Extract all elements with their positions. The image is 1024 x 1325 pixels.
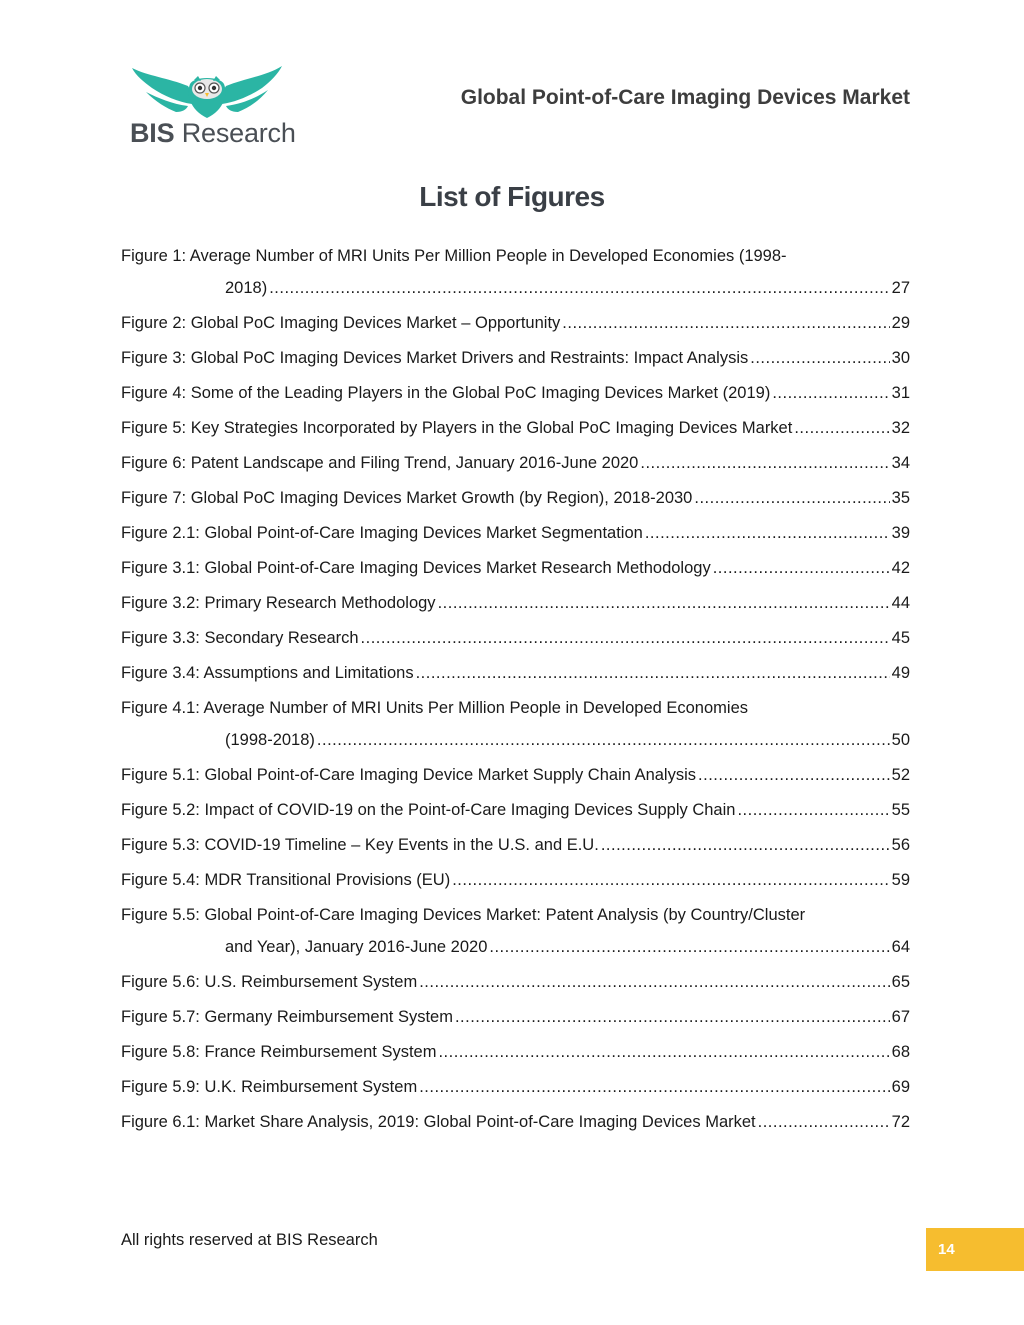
toc-entry-page: 65 <box>891 973 910 991</box>
dot-leader <box>361 628 890 649</box>
dot-leader <box>772 383 889 404</box>
toc-entry-row <box>121 348 910 369</box>
dot-leader <box>489 937 889 958</box>
toc-entry-title: Figure 5.1: Global Point-of-Care Imaging Device Market Supply Chain Analysis <box>121 766 697 784</box>
toc-entry-row <box>121 972 910 993</box>
toc-entry-page: 39 <box>891 524 910 542</box>
page-number-badge <box>926 1228 1024 1271</box>
toc-entry-row <box>121 628 910 649</box>
dot-leader <box>794 418 889 439</box>
toc-entry-page: 31 <box>891 384 910 402</box>
toc-entry-page: 50 <box>891 731 910 749</box>
toc-entry-title: Figure 2.1: Global Point-of-Care Imaging Devices Market Segmentation <box>121 524 643 542</box>
toc-entry-page: 29 <box>891 314 910 332</box>
toc-entry-page: 55 <box>891 801 910 819</box>
toc-entry[interactable] <box>121 698 910 751</box>
toc-entry-page: 35 <box>891 489 910 507</box>
toc-entry[interactable] <box>121 835 910 856</box>
toc-entry-title: Figure 3: Global PoC Imaging Devices Market Drivers and Restraints: Impact Analysis <box>121 349 749 367</box>
toc-entry[interactable] <box>121 348 910 369</box>
toc-entry-row <box>121 313 910 334</box>
dot-leader <box>694 488 889 509</box>
toc-entry-title: Figure 6.1: Market Share Analysis, 2019: Global Point-of-Care Imaging Devices Market <box>121 1113 756 1131</box>
toc-entry-row <box>121 730 910 751</box>
toc-entry-title: (1998-2018) <box>225 731 315 749</box>
toc-entry[interactable] <box>121 1112 910 1133</box>
footer-rights: All rights reserved at BIS Research <box>121 1231 378 1249</box>
toc-entry[interactable] <box>121 765 910 786</box>
logo-wordmark-light: Research <box>174 118 296 148</box>
toc-entry-title-line: Figure 5.5: Global Point-of-Care Imaging Devices Market: Patent Analysis (by Country/Cluster <box>121 906 806 924</box>
dot-leader <box>713 558 890 579</box>
toc-entry-title: 2018) <box>225 279 268 297</box>
owl-logo-icon <box>128 62 286 122</box>
toc-entry-row <box>121 937 910 958</box>
toc-entry[interactable] <box>121 488 910 509</box>
toc-entry[interactable] <box>121 663 910 684</box>
toc-entry[interactable] <box>121 800 910 821</box>
toc-entry[interactable] <box>121 246 910 299</box>
toc-entry-title: Figure 5: Key Strategies Incorporated by Players in the Global PoC Imaging Devices Market <box>121 419 793 437</box>
toc-entry-page: 64 <box>891 938 910 956</box>
toc-entry-title: Figure 5.2: Impact of COVID-19 on the Point-of-Care Imaging Devices Supply Chain <box>121 801 736 819</box>
toc-entry-page: 30 <box>891 349 910 367</box>
toc-entry-title: Figure 3.1: Global Point-of-Care Imaging Devices Market Research Methodology <box>121 559 711 577</box>
toc-entry-page: 59 <box>891 871 910 889</box>
toc-entry[interactable] <box>121 558 910 579</box>
toc-entry-row <box>121 558 910 579</box>
toc-entry-title: Figure 5.7: Germany Reimbursement System <box>121 1008 453 1026</box>
toc-entry[interactable] <box>121 383 910 404</box>
dot-leader <box>269 278 889 299</box>
toc-entry-page: 69 <box>891 1078 910 1096</box>
toc-entry[interactable] <box>121 972 910 993</box>
toc-entry-row <box>121 1007 910 1028</box>
dot-leader <box>317 730 890 751</box>
dot-leader <box>419 1077 889 1098</box>
toc-entry[interactable] <box>121 628 910 649</box>
bis-research-logo <box>128 62 296 152</box>
toc-entry-title: Figure 3.3: Secondary Research <box>121 629 359 647</box>
toc-entry-row <box>121 523 910 544</box>
toc-entry[interactable] <box>121 1007 910 1028</box>
toc-entry[interactable] <box>121 313 910 334</box>
toc-entry-row <box>121 488 910 509</box>
toc-entry-title: Figure 3.4: Assumptions and Limitations <box>121 664 414 682</box>
toc-entry-title: and Year), January 2016-June 2020 <box>225 938 488 956</box>
toc-entry-page: 52 <box>891 766 910 784</box>
toc-entry-title: Figure 5.3: COVID-19 Timeline – Key Events in the U.S. and E.U. <box>121 836 599 854</box>
toc-entry-title: Figure 5.9: U.K. Reimbursement System <box>121 1078 418 1096</box>
toc-entry-row <box>121 1077 910 1098</box>
page-title: List of Figures <box>419 181 605 212</box>
toc-entry-page: 68 <box>891 1043 910 1061</box>
toc-entry[interactable] <box>121 1042 910 1063</box>
dot-leader <box>601 835 890 856</box>
toc-entry-row <box>121 593 910 614</box>
toc-entry-title: Figure 5.8: France Reimbursement System <box>121 1043 437 1061</box>
dot-leader <box>698 765 890 786</box>
toc-entry-page: 56 <box>891 836 910 854</box>
toc-entry-title-line: Figure 1: Average Number of MRI Units Per Million People in Developed Economies (1998- <box>121 247 787 265</box>
toc-entry-page: 42 <box>891 559 910 577</box>
toc-entry-row <box>121 418 910 439</box>
toc-entry[interactable] <box>121 905 910 958</box>
toc-entry-title: Figure 2: Global PoC Imaging Devices Market – Opportunity <box>121 314 561 332</box>
toc-entry[interactable] <box>121 523 910 544</box>
toc-entry-row <box>121 870 910 891</box>
toc-entry-row <box>121 453 910 474</box>
toc-entry-row <box>121 835 910 856</box>
toc-entry-title: Figure 7: Global PoC Imaging Devices Market Growth (by Region), 2018-2030 <box>121 489 693 507</box>
toc-entry[interactable] <box>121 1077 910 1098</box>
document-title: Global Point-of-Care Imaging Devices Market <box>460 86 910 109</box>
toc-entry-title: Figure 5.6: U.S. Reimbursement System <box>121 973 418 991</box>
dot-leader <box>452 870 889 891</box>
toc-entry-title-line: Figure 4.1: Average Number of MRI Units Per Million People in Developed Economies <box>121 699 748 717</box>
toc-entry-title: Figure 3.2: Primary Research Methodology <box>121 594 436 612</box>
toc-entry-page: 44 <box>891 594 910 612</box>
toc-entry-row <box>121 278 910 299</box>
toc-entry-title: Figure 6: Patent Landscape and Filing Trend, January 2016-June 2020 <box>121 454 639 472</box>
toc-entry[interactable] <box>121 593 910 614</box>
toc-entry-title: Figure 5.4: MDR Transitional Provisions (EU) <box>121 871 451 889</box>
dot-leader <box>562 313 889 334</box>
toc-entry-row <box>121 1042 910 1063</box>
page-number: 14 <box>938 1241 955 1258</box>
toc-entry-page: 34 <box>891 454 910 472</box>
dot-leader <box>416 663 890 684</box>
dot-leader <box>645 523 890 544</box>
dot-leader <box>758 1112 890 1133</box>
dot-leader <box>640 453 889 474</box>
toc-entry-row <box>121 1112 910 1133</box>
toc-entry[interactable] <box>121 453 910 474</box>
logo-wordmark-bold: BIS <box>130 118 175 148</box>
toc-entry-page: 32 <box>891 419 910 437</box>
toc-entry-row <box>121 383 910 404</box>
toc-entry-row <box>121 663 910 684</box>
toc-entry-row <box>121 800 910 821</box>
toc-entry-row <box>121 765 910 786</box>
toc-entry-page: 72 <box>891 1113 910 1131</box>
toc-entry-page: 49 <box>891 664 910 682</box>
toc-entry-page: 45 <box>891 629 910 647</box>
toc-entry-title: Figure 4: Some of the Leading Players in the Global PoC Imaging Devices Market (2019) <box>121 384 771 402</box>
toc-entry[interactable] <box>121 418 910 439</box>
toc-entry-page: 67 <box>891 1008 910 1026</box>
toc-entry-page: 27 <box>891 279 910 297</box>
dot-leader <box>438 1042 889 1063</box>
dot-leader <box>750 348 889 369</box>
dot-leader <box>737 800 889 821</box>
dot-leader <box>419 972 889 993</box>
logo-wordmark <box>130 120 296 147</box>
list-of-figures <box>121 246 910 1147</box>
dot-leader <box>455 1007 890 1028</box>
dot-leader <box>438 593 890 614</box>
toc-entry[interactable] <box>121 870 910 891</box>
